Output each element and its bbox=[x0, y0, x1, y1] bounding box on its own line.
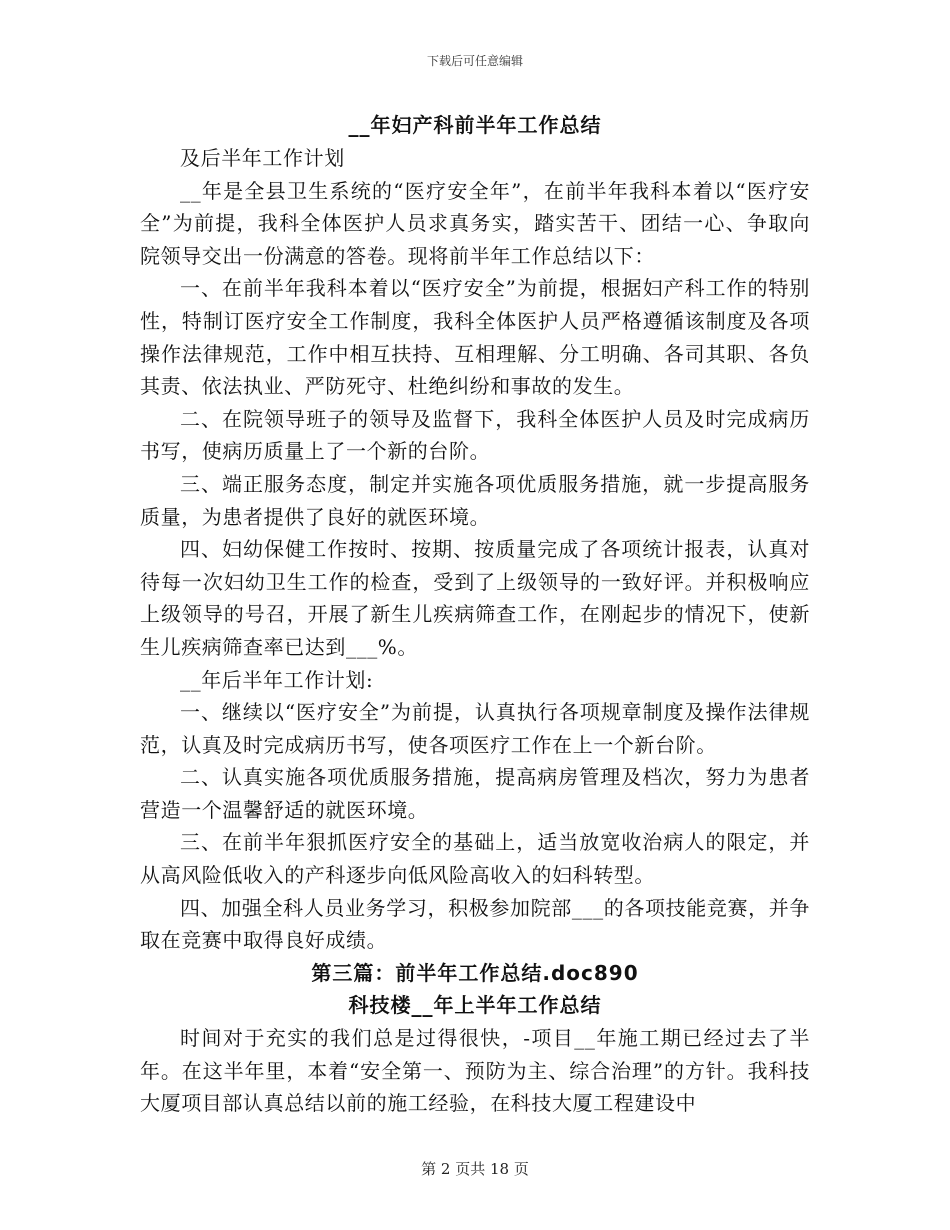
paragraph: __年是全县卫生系统的“医疗安全年”，在前半年我科本着以“医疗安全”为前提，我科全体医护人员求真务实，踏实苦干、团结一心、争取向院领导交出一份满意的答卷。现将前半年工作总结以下： bbox=[140, 178, 810, 268]
paragraph: 一、继续以“医疗安全”为前提，认真执行各项规章制度及操作法律规范，认真及时完成病历书写，使各项医疗工作在上一个新台阶。 bbox=[140, 700, 810, 757]
paragraph: __年后半年工作计划: bbox=[180, 667, 374, 692]
paragraph: 四、加强全科人员业务学习，积极参加院部___的各项技能竞赛，并争取在竞赛中取得良好成绩。 bbox=[140, 895, 810, 953]
paragraph: 二、在院领导班子的领导及监督下，我科全体医护人员及时完成病历书写，使病历质量上了一个新的台阶。 bbox=[140, 406, 810, 464]
paragraph: 三、端正服务态度，制定并实施各项优质服务措施，就一步提高服务质量，为患者提供了良好的就医环境。 bbox=[140, 471, 810, 529]
document-body bbox=[140, 108, 810, 1120]
page-indicator: 第 2 页共 18 页 bbox=[421, 1160, 529, 1178]
paragraph: 及后半年工作计划 bbox=[180, 146, 345, 170]
paragraph: 二、认真实施各项优质服务措施，提高病房管理及档次，努力为患者营造一个温馨舒适的就医环境。 bbox=[140, 765, 810, 822]
document-title: __年妇产科前半年工作总结 bbox=[348, 113, 602, 137]
section-heading: 第三篇：前半年工作总结.doc890 bbox=[311, 960, 639, 985]
paragraph: 一、在前半年我科本着以“医疗安全”为前提，根据妇产科工作的特别性，特制订医疗安全工作制度，我科全体医护人员严格遵循该制度及各项操作法律规范，工作中相互扶持、互相理解、分工明确、各司其职、各负其责、依法执业、严防死守、杜绝纠纷和事故的发生。 bbox=[140, 276, 810, 399]
section-subheading: 科技楼__年上半年工作总结 bbox=[348, 993, 602, 1018]
header-note: 下载后可任意编辑 bbox=[426, 54, 523, 68]
paragraph: 三、在前半年狠抓医疗安全的基础上，适当放宽收治病人的限定，并从高风险低收入的产科逐步向低风险高收入的妇科转型。 bbox=[140, 830, 810, 888]
paragraph: 时间对于充实的我们总是过得很快，-项目__年施工期已经过去了半年。在这半年里，本着“安全第一、预防为主、综合治理”的方针。我科技大厦项目部认真总结以前的施工经验，在科技大厦工程建设中 bbox=[140, 1026, 810, 1116]
paragraph: 四、妇幼保健工作按时、按期、按质量完成了各项统计报表，认真对待每一次妇幼卫生工作的检查，受到了上级领导的一致好评。并积极响应上级领导的号召，开展了新生儿疾病筛查工作，在刚起步的情况下，使新生儿疾病筛查率已达到___%。 bbox=[140, 537, 810, 659]
